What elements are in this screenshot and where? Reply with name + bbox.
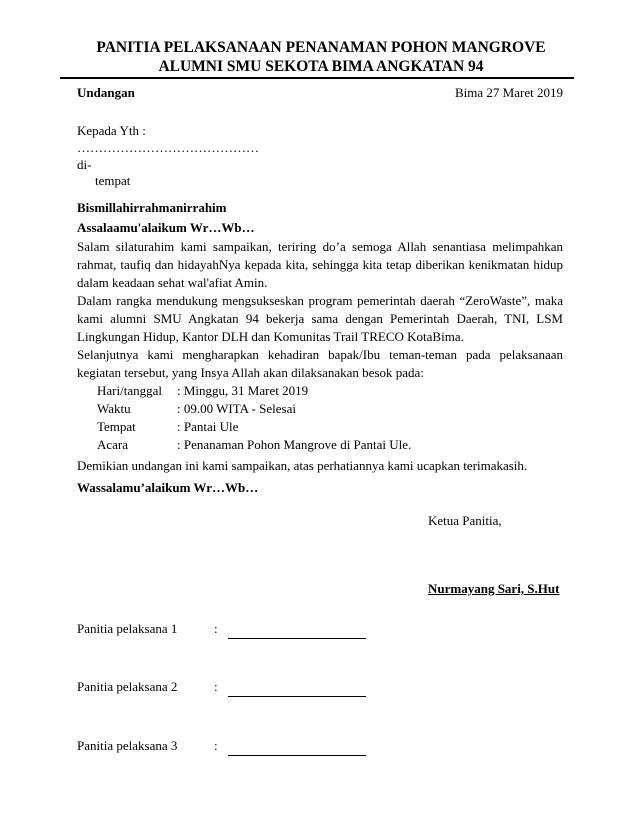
detail-label: Tempat — [97, 419, 136, 434]
committee-label-1: Panitia pelaksana 1 — [77, 621, 178, 636]
paragraph-greeting: Salam silaturahim kami sampaikan, teriring do’a semoga Allah senantiasa melimpahkan rahmat, taufiq dan hidayahNya kepada kita, sehingga kita tetap diberikan kenikmatan hidup dalam keadaan sehat wal'afiat Amin. — [77, 239, 563, 290]
detail-label: Acara — [97, 437, 129, 452]
letterhead-line-2: ALUMNI SMU SEKOTA BIMA ANGKATAN 94 — [158, 58, 484, 75]
committee-label-3: Panitia pelaksana 3 — [77, 738, 178, 753]
detail-value: : 09.00 WITA - Selesai — [177, 401, 296, 416]
letterhead-line-1: PANITIA PELAKSANAAN PENANAMAN POHON MANGROVE — [96, 39, 546, 56]
recipient-tempat: tempat — [95, 173, 131, 188]
detail-label: Waktu — [97, 401, 131, 416]
signature-line-1 — [228, 638, 366, 639]
letter-place-date: Bima 27 Maret 2019 — [455, 85, 563, 100]
letterhead — [60, 38, 582, 76]
salam-closing: Wassalamu’alaikum Wr…Wb… — [77, 480, 259, 495]
bismillah: Bismillahirrahmanirrahim — [77, 200, 227, 215]
recipient-di: di- — [77, 157, 92, 172]
detail-label: Hari/tanggal — [97, 383, 162, 398]
detail-value: : Penanaman Pohon Mangrove di Pantai Ule. — [177, 437, 412, 452]
event-detail-time — [97, 400, 296, 418]
signer-title: Ketua Panitia, — [428, 513, 502, 528]
committee-colon: : — [214, 621, 218, 636]
detail-value: : Minggu, 31 Maret 2019 — [177, 383, 309, 398]
paragraph-program: Dalam rangka mendukung mengsukseskan program pemerintah daerah “ZeroWaste”, maka kami alumni SMU Angkatan 94 bekerja sama dengan Pemerintah Daerah, TNI, LSM Lingkungan Hidup, Kantor DLH dan Komunitas Trail TRECO KotaBima. — [77, 293, 563, 344]
committee-label-2: Panitia pelaksana 2 — [77, 679, 178, 694]
salam-opening: Assalaamu'alaikum Wr…Wb… — [77, 220, 255, 235]
recipient-label: Kepada Yth : — [77, 123, 146, 138]
event-detail-place — [97, 418, 238, 436]
header-rule — [60, 77, 574, 79]
closing-paragraph: Demikian undangan ini kami sampaikan, atas perhatiannya kami ucapkan terimakasih. — [77, 458, 528, 473]
signature-line-2 — [228, 696, 366, 697]
letter-subject: Undangan — [77, 85, 135, 100]
event-detail-agenda — [97, 436, 411, 454]
recipient-dots: …………………………………… — [77, 140, 259, 155]
event-detail-date — [97, 382, 308, 400]
signer-name: Nurmayang Sari, S.Hut — [428, 581, 560, 596]
committee-colon: : — [214, 679, 218, 694]
signature-line-3 — [228, 755, 366, 756]
detail-value: : Pantai Ule — [177, 419, 239, 434]
paragraph-invitation: Selanjutnya kami mengharapkan kehadiran bapak/Ibu teman-teman pada pelaksanaan kegiatan tersebut, yang Insya Allah akan dilaksanakan besok pada: — [77, 347, 563, 380]
committee-colon: : — [214, 738, 218, 753]
